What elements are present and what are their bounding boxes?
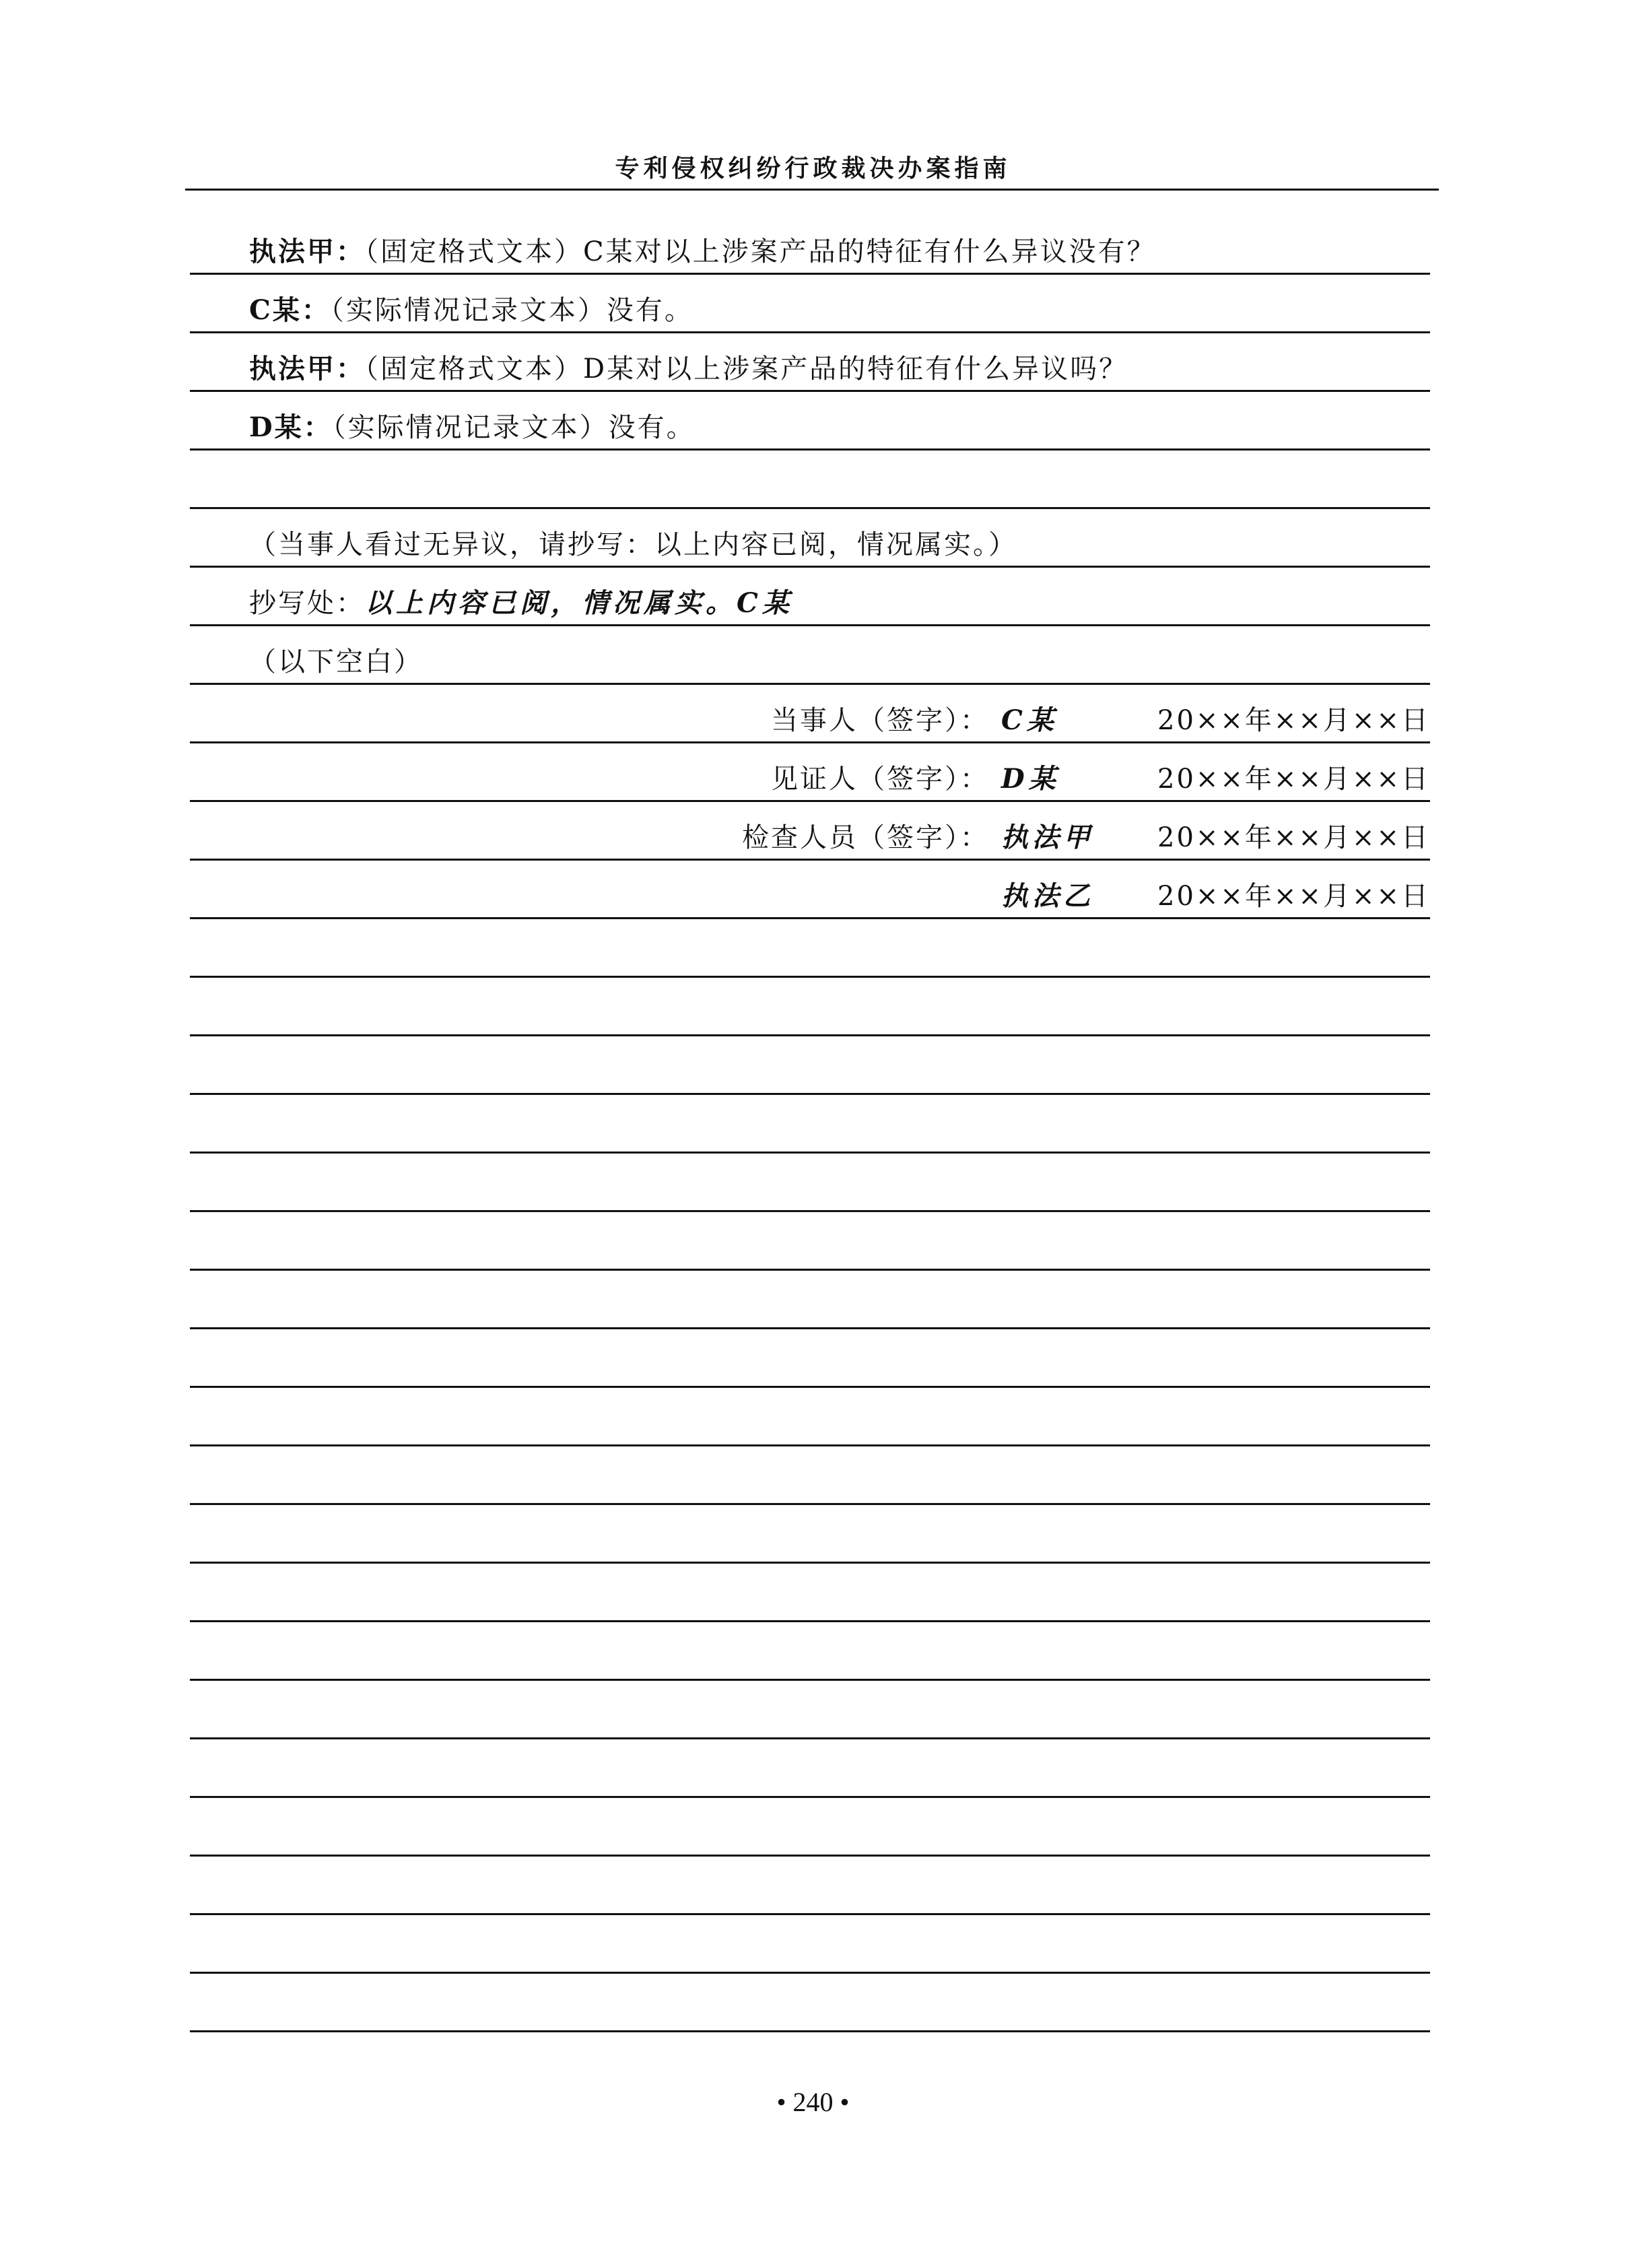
blank-line bbox=[190, 1564, 1430, 1622]
line-content: （实际情况记录文本）没有。 bbox=[330, 295, 693, 326]
blank-line bbox=[190, 1271, 1430, 1329]
record-line bbox=[190, 510, 1430, 568]
record-line bbox=[190, 627, 1430, 685]
header-rule bbox=[185, 189, 1439, 191]
signature-name: 执法甲 bbox=[1001, 822, 1094, 853]
record-line bbox=[190, 217, 1430, 275]
blank-line bbox=[190, 1389, 1430, 1446]
line-content: （固定格式文本）C某对以上涉案产品的特征有什么异议没有？ bbox=[365, 236, 1156, 267]
record-line bbox=[190, 334, 1430, 392]
blank-line bbox=[190, 1447, 1430, 1505]
signature-name: C某 bbox=[1001, 704, 1058, 736]
blank-line bbox=[190, 1037, 1430, 1095]
signature-date: 20××年××月××日 bbox=[1157, 705, 1430, 736]
blank-line bbox=[190, 1974, 1430, 2032]
blank-line bbox=[190, 1623, 1430, 1681]
line-content: （实际情况记录文本）没有。 bbox=[332, 412, 696, 443]
blank-line bbox=[190, 1213, 1430, 1271]
signature-name: 执法乙 bbox=[1001, 880, 1094, 912]
blank-line bbox=[190, 1506, 1430, 1564]
signature-row bbox=[190, 861, 1430, 919]
blank-line bbox=[190, 1330, 1430, 1388]
speaker: 执法甲： bbox=[249, 236, 365, 267]
copy-label: 抄写处： bbox=[249, 588, 365, 619]
blank-line bbox=[190, 1681, 1430, 1739]
running-header: 专利侵权纠纷行政裁决办案指南 bbox=[615, 154, 1011, 182]
blank-line bbox=[190, 920, 1430, 978]
signature-date: 20××年××月××日 bbox=[1157, 881, 1430, 912]
blank-note: （以下空白） bbox=[249, 646, 423, 677]
speaker: C某： bbox=[249, 294, 331, 326]
page-number: • 240 • bbox=[776, 2087, 850, 2117]
signature-date: 20××年××月××日 bbox=[1157, 822, 1430, 853]
blank-line bbox=[190, 978, 1430, 1036]
blank-line bbox=[190, 1154, 1430, 1212]
blank-line bbox=[190, 451, 1430, 509]
signature-row bbox=[190, 686, 1430, 743]
line-content: （固定格式文本）D某对以上涉案产品的特征有什么异议吗？ bbox=[365, 354, 1128, 385]
blank-line bbox=[190, 1096, 1430, 1154]
blank-line bbox=[190, 1740, 1430, 1798]
blank-line bbox=[190, 1799, 1430, 1857]
record-line bbox=[190, 275, 1430, 333]
record-line bbox=[190, 568, 1430, 626]
signature-label: 见证人（签字）： bbox=[771, 764, 989, 795]
signature-name: D某 bbox=[1001, 763, 1060, 795]
blank-line bbox=[190, 1916, 1430, 1974]
signature-row bbox=[190, 744, 1430, 802]
record-line bbox=[190, 393, 1430, 451]
speaker: 执法甲： bbox=[249, 353, 365, 385]
blank-line bbox=[190, 1857, 1430, 1915]
confirmation-note: （当事人看过无异议，请抄写：以上内容已阅，情况属实。） bbox=[249, 529, 1017, 560]
signature-label: 当事人（签字）： bbox=[771, 705, 989, 736]
speaker: D某： bbox=[249, 411, 333, 443]
signature-row bbox=[190, 803, 1430, 861]
handwritten-copy: 以上内容已阅，情况属实。C某 bbox=[365, 587, 793, 619]
signature-label: 检查人员（签字）： bbox=[742, 822, 989, 853]
signature-date: 20××年××月××日 bbox=[1157, 764, 1430, 795]
